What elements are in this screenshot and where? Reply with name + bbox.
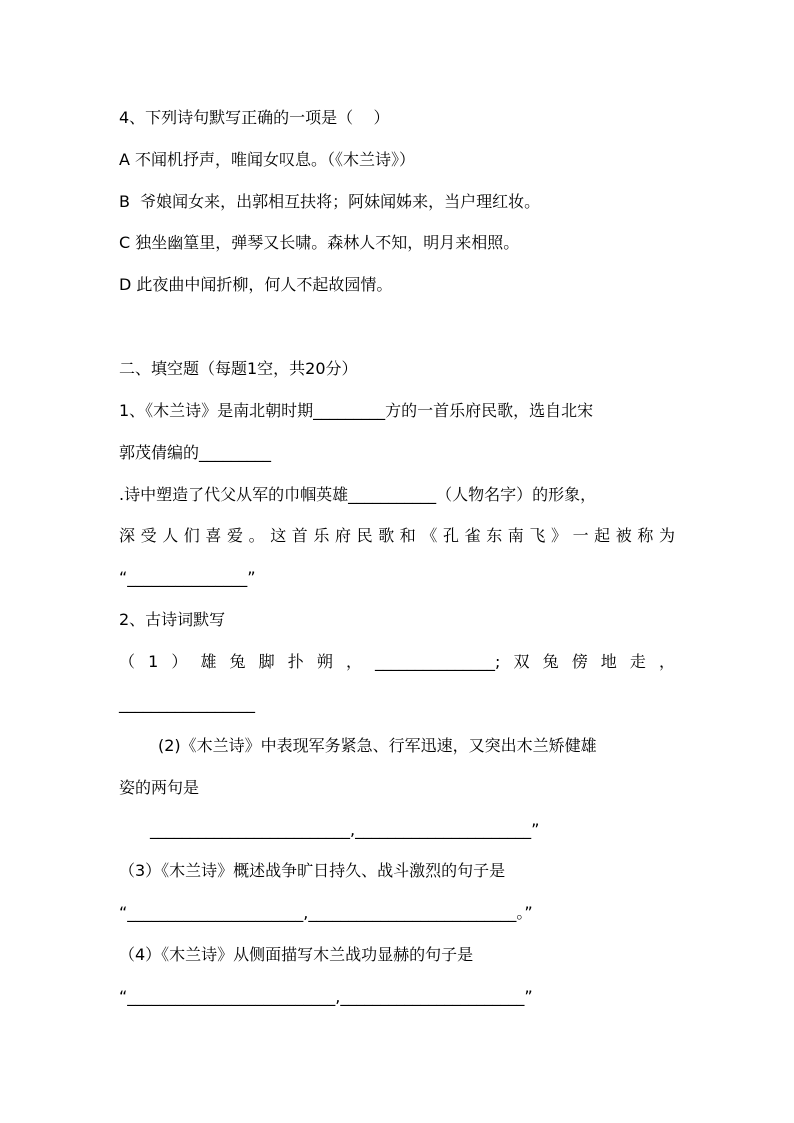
q2-item-1-line-1: （1）雄兔脚扑朔，_______________;双兔傍地走，	[119, 652, 675, 671]
q1-line-4: 深受人们喜爱。这首乐府民歌和《孔雀东南飞》一起被称为	[119, 526, 675, 545]
q2-item-1-line-2: _________________	[119, 694, 255, 713]
q2-item-2-line-2: 姿的两句是	[119, 778, 200, 797]
q1-line-1: 1、《木兰诗》是南北朝时期_________方的一首乐府民歌，选自北宋	[119, 401, 594, 420]
section-2-heading: 二、填空题（每题1空，共20分）	[119, 359, 358, 378]
q1-line-3: .诗中塑造了代父从军的巾帼英雄___________（人物名字）的形象，	[119, 485, 597, 504]
question-4-option-c: C 独坐幽篁里，弹琴又长啸。森林人不知，明月来相照。	[119, 233, 520, 252]
question-4-option-b: B 爷娘闻女来，出郭相互扶将；阿妹闻姊来，当户理红妆。	[119, 192, 541, 211]
q2-item-4-line-1: （4）《木兰诗》从侧面描写木兰战功显赫的句子是	[119, 945, 474, 964]
q2-item-3-line-1: （3）《木兰诗》概述战争旷日持久、战斗激烈的句子是	[119, 861, 506, 880]
q2-item-3-blanks: “______________________,__________________________。”	[119, 903, 533, 922]
q2-item-2-blanks: _________________________,______________________”	[150, 820, 540, 839]
question-4-stem: 4、下列诗句默写正确的一项是（ ）	[119, 108, 390, 127]
q1-line-2: 郭茂倩编的_________	[119, 443, 272, 462]
q2-item-4-blanks: “__________________________,_______________________”	[119, 987, 533, 1006]
q2-heading: 2、古诗词默写	[119, 610, 226, 629]
q1-line-5: “_______________”	[119, 568, 256, 587]
q2-item-2-line-1: (2)《木兰诗》中表现军务紧急、行军迅速，又突出木兰矫健雄	[158, 736, 597, 755]
question-4-option-a: A 不闻机抒声，唯闻女叹息。（《木兰诗》）	[119, 150, 416, 169]
question-4-option-d: D 此夜曲中闻折柳，何人不起故园情。	[119, 275, 393, 294]
